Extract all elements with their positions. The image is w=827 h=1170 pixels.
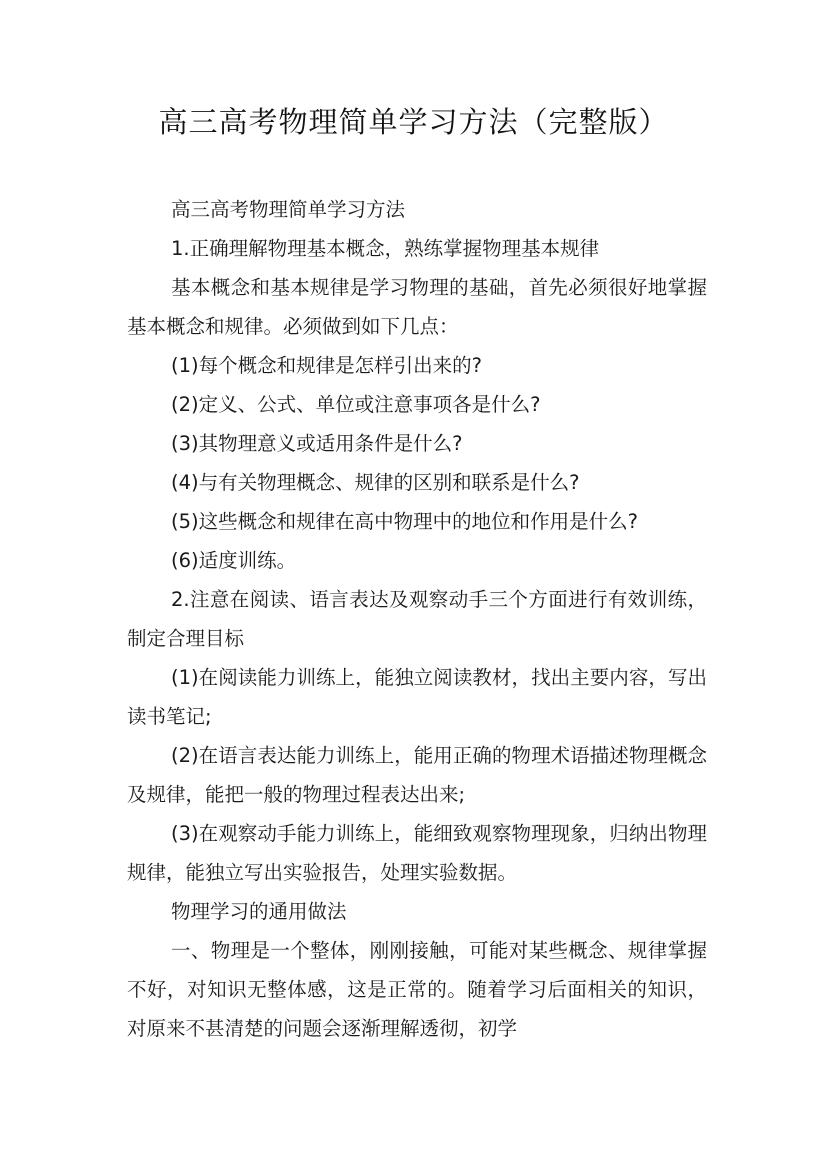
section-heading: 高三高考物理简单学习方法 <box>171 198 406 221</box>
list-item-5: (5)这些概念和规律在高中物理中的地位和作用是什么? <box>171 510 638 533</box>
body-paragraph-2: 一、物理是一个整体，刚刚接触，可能对某些概念、规律掌握不好，对知识无整体感，这是正常的。随着学习后面相关的知识，对原来不甚清楚的问题会逐渐理解透彻，初学 <box>127 939 707 1040</box>
list-item-reading: (1)在阅读能力训练上，能独立阅读教材，找出主要内容，写出读书笔记; <box>127 666 707 728</box>
document-title: 高三高考物理简单学习方法（完整版） <box>158 105 669 139</box>
document-body <box>127 190 707 1048</box>
numbered-heading-2: 2.注意在阅读、语言表达及观察动手三个方面进行有效训练，制定合理目标 <box>127 588 707 650</box>
list-item-4: (4)与有关物理概念、规律的区别和联系是什么? <box>171 471 580 494</box>
numbered-heading-1: 1.正确理解物理基本概念，熟练掌握物理基本规律 <box>171 237 600 260</box>
list-item-3: (3)其物理意义或适用条件是什么? <box>171 432 463 455</box>
body-paragraph: 基本概念和基本规律是学习物理的基础，首先必须很好地掌握基本概念和规律。必须做到如下几点： <box>127 276 707 338</box>
list-item-1: (1)每个概念和规律是怎样引出来的? <box>171 354 482 377</box>
list-item-6: (6)适度训练。 <box>171 549 297 572</box>
list-item-expression: (2)在语言表达能力训练上，能用正确的物理术语描述物理概念及规律，能把一般的物理过程表达出来; <box>127 744 707 806</box>
list-item-observation: (3)在观察动手能力训练上，能细致观察物理现象，归纳出物理规律，能独立写出实验报告，处理实验数据。 <box>127 822 707 884</box>
section-heading-2: 物理学习的通用做法 <box>171 900 347 923</box>
list-item-2: (2)定义、公式、单位或注意事项各是什么? <box>171 393 541 416</box>
